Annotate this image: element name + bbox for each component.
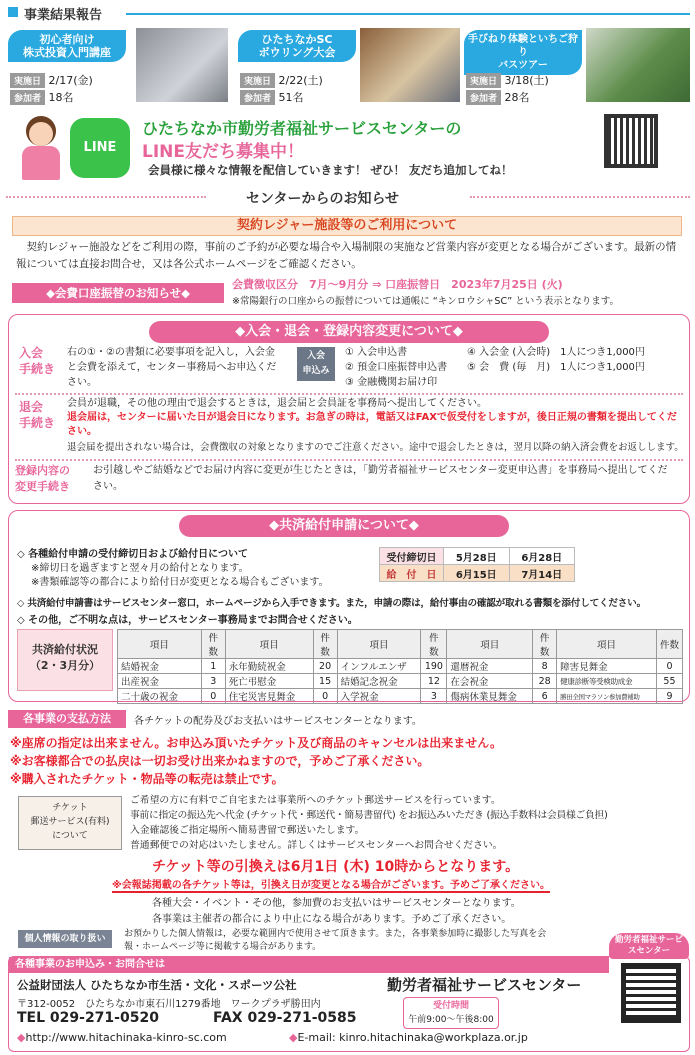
mascot-girl-icon: [16, 116, 64, 182]
date-chip: 実施日: [240, 73, 275, 88]
footer-fax: FAX 029-271-0585: [213, 1010, 357, 1026]
hours-value: 午前9:00～午後8:00: [408, 1015, 494, 1025]
change-text: お引越しやご結婚などでお届け内容に変更が生じたときは，「勤労者福祉サービスセンター変更申込書」を事務局へ提出してください。: [93, 465, 668, 492]
sched-pay: 7月14日: [509, 565, 575, 582]
table-head-cell: 件数: [656, 630, 682, 659]
status-label-line: （2・3月分）: [29, 659, 101, 672]
mail-line: 普通郵便での対応はいたしません。詳しくはサービスセンターへお問合せください。: [130, 840, 503, 851]
table-cell: 入学祝金: [337, 689, 421, 704]
apply-chip-line: 入会: [306, 351, 325, 361]
table-cell: 健康診断等受検助成金: [557, 674, 657, 689]
table-cell: 住宅災害見舞金: [225, 689, 313, 704]
table-row: [118, 659, 683, 674]
fee-note: ※常陽銀行の口座からの振替については通帳に “キンロウシャSC” という表示となります。: [232, 296, 619, 307]
event-title: [238, 30, 356, 62]
table-cell: 12: [421, 674, 447, 689]
footer-address: 〒312-0052 ひたちなか市東石川1279番地 ワークプラザ勝田内: [17, 999, 321, 1010]
mascot-label: 勤労者福祉サービスセンター: [609, 933, 689, 959]
event-participants: [466, 89, 530, 105]
doc-list: [345, 345, 447, 390]
footer-org-big: 勤労者福祉サービスセンター: [387, 976, 582, 994]
date-value: 2/17(金): [48, 74, 93, 87]
leave-label-line: 退会: [19, 400, 44, 414]
event-title-line: ボウリング大会: [258, 46, 336, 59]
table-cell: 0: [201, 689, 225, 704]
event-title: [8, 30, 126, 62]
participants-chip: 参加者: [10, 90, 45, 105]
event-photo: [586, 28, 690, 102]
table-row: [118, 689, 683, 704]
event-participants: [240, 89, 304, 105]
table-head-cell: 件数: [201, 630, 225, 659]
line-logo-icon: [70, 118, 130, 178]
divider: [15, 393, 683, 395]
sched-head: 受付締切日: [380, 548, 444, 565]
hours-label: 受付時間: [432, 1001, 469, 1011]
table-cell: 在会祝金: [447, 674, 533, 689]
fee-list: [467, 345, 645, 375]
doc-item: ① 入会申込書: [345, 347, 408, 358]
event-card: [8, 28, 228, 106]
url-text[interactable]: http://www.hitachinaka-kinro-sc.com: [25, 1031, 227, 1044]
table-cell: 3: [421, 689, 447, 704]
event-title-line: 初心者向け: [39, 33, 95, 46]
membership-title: ◆入会・退会・登録内容変更について◆: [149, 321, 549, 343]
table-cell: 還暦祝金: [447, 659, 533, 674]
date-value: 3/18(土): [504, 74, 549, 87]
report-header: [6, 3, 690, 23]
sched-deadline: 5月28日: [444, 548, 510, 565]
notice-header: [6, 188, 690, 206]
kyusai-title: ◆共済給付申請について◆: [179, 515, 509, 537]
leave-label-line: 手続き: [19, 416, 56, 430]
line-body: 会員様に様々な情報を配信していきます！ ぜひ！ 友だち追加してね！: [148, 163, 513, 177]
table-head-cell: 件数: [421, 630, 447, 659]
event-date: [240, 72, 323, 88]
table-head-cell: 項目: [225, 630, 313, 659]
mail-line: ご希望の方に有料でご自宅または事業所へのチケット郵送サービスを行っています。: [130, 795, 501, 806]
exchange-text: チケット等の引換えは6月1日 (木) 10時からとなります。: [152, 859, 520, 875]
event-title-line: バスツアー: [498, 60, 548, 71]
leave-text-2: 退会届は，センターに届いた日が退会日になります。お急ぎの時は，電話又はFAXで仮受付をしますが，後日正規の書類を提出してください。: [67, 412, 677, 437]
kyusai-line-2: ※締切日を過ぎますと翌々月の給付となります。: [31, 563, 249, 574]
email-text[interactable]: E-mail: kinro.hitachinaka@workplaza.or.jp: [297, 1031, 528, 1044]
fee-item: ④ 入会金 (入会時) 1人につき1,000円: [467, 347, 645, 358]
mail-text: [130, 793, 686, 853]
leisure-body: 契約レジャー施設などをご利用の際，事前のご予約が必要な場合や入場制限の実施など営業内容が変更となる場合がございます。最新の情報については直接お問合せ，又は各公式ホームページをご確認ください。: [16, 241, 677, 270]
table-head-cell: 件数: [533, 630, 557, 659]
table-cell: 20: [313, 659, 337, 674]
line-banner: [8, 110, 690, 186]
footer-org: 公益財団法人 ひたちなか市生活・文化・スポーツ公社: [17, 978, 297, 992]
table-cell: 出産祝金: [118, 674, 202, 689]
table-cell: 6: [533, 689, 557, 704]
privacy-text: お預かりした個人情報は，必要な範囲内で使用させて頂きます。また，各事業参加時に撮影した写真を会報・ホームページ等に掲載する場合があります。: [124, 929, 547, 952]
fee-label: ◆会費口座振替のお知らせ◆: [12, 283, 224, 303]
sched-deadline: 6月28日: [509, 548, 575, 565]
kyusai-line-3: ※書類確認等の都合により給付日が変更となる場合もございます。: [31, 577, 329, 588]
join-label: [19, 345, 55, 377]
table-header-row: [118, 630, 683, 659]
report-header-title: 事業結果報告: [24, 8, 103, 23]
fee-line: 会費徴収区分 7月～9月分 ⇒ 口座振替日 2023年7月25日 (火): [232, 278, 563, 291]
payment-warn-3: ※購入されたチケット・物品等の転売は禁止です。: [10, 772, 284, 786]
status-label: [17, 629, 113, 691]
table-head-cell: 項目: [557, 630, 657, 659]
table-cell: 55: [656, 674, 682, 689]
table-cell: 15: [313, 674, 337, 689]
line-logo-text: LINE: [83, 140, 117, 155]
table-cell: 勝田全国マラソン参加費補助: [557, 689, 657, 704]
mail-label-line: チケット: [52, 803, 88, 813]
event-title-line: 株式投資入門講座: [23, 46, 111, 59]
table-cell: 3: [201, 674, 225, 689]
table-cell: 死亡弔慰金: [225, 674, 313, 689]
event-photo: [360, 28, 460, 102]
table-head-cell: 項目: [118, 630, 202, 659]
notice-header-title: センターからのお知らせ: [246, 191, 400, 207]
table-head-cell: 件数: [313, 630, 337, 659]
event-date: [10, 72, 93, 88]
event-participants: [10, 89, 74, 105]
header-rule: [126, 13, 690, 15]
exchange-note: ※会報誌掲載の各チケット等は，引換え日が変更となる場合がございます。予めご了承ください。: [112, 876, 550, 893]
table-row: [118, 674, 683, 689]
change-label-line: 登録内容の: [15, 464, 70, 477]
line-headline-2: LINE友だち募集中！: [142, 142, 304, 162]
mail-line: 事前に指定の振込先へ代金 (チケット代・郵送代・簡易書留代) をお振込みいただき (振込手数料は会員様ご負担): [130, 810, 608, 821]
leave-label: [19, 399, 55, 431]
event-title-line: 手びねり体験といちご狩り: [468, 34, 578, 58]
sched-pay: 6月15日: [444, 565, 510, 582]
apply-chip-line: 申込み: [302, 366, 330, 376]
leave-text-1: 会員が退職，その他の理由で退会するときは，退会届と会員証を事務局へ提出してください。: [67, 398, 487, 409]
doc-item: ② 預金口座振替申込書: [345, 362, 448, 373]
mail-label-line: 郵送サービス(有料): [30, 817, 110, 827]
footer-email[interactable]: [289, 1031, 528, 1044]
change-label: [15, 463, 70, 495]
table-cell: 9: [656, 689, 682, 704]
leisure-title: 契約レジャー施設等のご利用について: [236, 218, 458, 233]
kyusai-line-1: ◇ 各種給付申請の受付締切日および給付日について: [17, 549, 248, 560]
mail-label-line: について: [52, 831, 88, 841]
join-label-line: 手続き: [19, 362, 56, 376]
payment-warn-2: ※お客様都合での払戻は一切お受け出来かねますので，予めご了承ください。: [10, 754, 430, 768]
kyusai-line-5: ◇ その他，ご不明な点は，サービスセンター事務局までお問合せください。: [17, 615, 358, 626]
notice-rule: [6, 196, 206, 198]
hours-box: [403, 997, 499, 1029]
payment-intro: 各チケットの配券及びお支払いはサービスセンターとなります。: [134, 716, 422, 727]
mail-label: [18, 796, 122, 850]
participants-chip: 参加者: [240, 90, 275, 105]
participants-value: 28名: [504, 91, 530, 104]
table-cell: 28: [533, 674, 557, 689]
payment-note-1: 各種大会・イベント・その他，参加費のお支払いはサービスセンターとなります。: [152, 898, 521, 909]
join-text: 右の①・②の書類に必要事項を記入し，入会金と会費を添えて，センター事務局へお申込ください。: [67, 347, 277, 388]
table-cell: 結婚祝金: [118, 659, 202, 674]
event-photo: [136, 28, 228, 102]
event-card: [238, 28, 458, 106]
membership-box: [8, 314, 690, 504]
table-cell: 永年勤続祝金: [225, 659, 313, 674]
footer-url[interactable]: [17, 1031, 227, 1044]
table-cell: 1: [201, 659, 225, 674]
date-chip: 実施日: [10, 73, 45, 88]
url-arrow-icon: ◆: [17, 1031, 26, 1044]
header-marker-icon: [8, 7, 18, 17]
kyusai-line-4: ◇ 共済給付申請書はサービスセンター窓口，ホームページから入手できます。また，申請の際は，給付事由の確認が取れる書類を添付してください。: [17, 598, 646, 609]
footer-qr-icon: [621, 963, 681, 1023]
kyusai-box: [8, 510, 690, 702]
table-head-cell: 項目: [447, 630, 533, 659]
footer-bar: 各種事業のお申込み・お問合せは: [9, 957, 609, 973]
apply-chip: [297, 347, 335, 381]
notice-rule: [470, 196, 690, 198]
join-label-line: 入会: [19, 346, 44, 360]
doc-item: ③ 金融機関お届け印: [345, 377, 438, 388]
table-cell: 0: [313, 689, 337, 704]
table-cell: インフルエンザ: [337, 659, 421, 674]
status-label-line: 共済給付状況: [32, 643, 98, 656]
event-card: [464, 28, 690, 106]
table-cell: 8: [533, 659, 557, 674]
privacy-label: 個人情報の取り扱い: [18, 930, 112, 948]
date-value: 2/22(土): [278, 74, 323, 87]
change-label-line: 変更手続き: [15, 480, 70, 493]
fee-item: ⑤ 会 費 (毎 月) 1人につき1,000円: [467, 362, 645, 373]
table-cell: 二十歳の祝金: [118, 689, 202, 704]
table-head-cell: 項目: [337, 630, 421, 659]
leave-text-3: 退会届を提出されない場合は，会費徴収の対象となりますのでご注意ください。途中で退会したときは，翌月以降の納入済会費をお返しします。: [67, 442, 684, 453]
table-cell: 190: [421, 659, 447, 674]
table-cell: 障害見舞金: [557, 659, 657, 674]
participants-value: 18名: [48, 91, 74, 104]
line-qr-icon: [604, 114, 658, 168]
table-cell: 傷病休業見舞金: [447, 689, 533, 704]
event-title: [464, 30, 582, 75]
email-arrow-icon: ◆: [289, 1031, 298, 1044]
mail-line: 入金確認後ご指定場所へ簡易書留で郵送いたします。: [130, 825, 365, 836]
kyusai-table: [117, 629, 683, 704]
payment-note-2: 各事業は主催者の都合により中止になる場合があります。予めご了承ください。: [152, 914, 512, 925]
participants-value: 51名: [278, 91, 304, 104]
line-headline-1: ひたちなか市勤労者福祉サービスセンターの: [142, 119, 462, 138]
footer-tel: TEL 029-271-0520: [17, 1010, 159, 1026]
participants-chip: 参加者: [466, 90, 501, 105]
event-title-line: ひたちなかSC: [261, 33, 333, 46]
date-chip: 実施日: [466, 73, 501, 88]
payment-label: 各事業の支払方法: [8, 710, 126, 728]
leisure-title-bar: [12, 216, 682, 236]
payment-warn-1: ※座席の指定は出来ません。お申込み頂いたチケット及び商品のキャンセルは出来ません。: [10, 736, 503, 750]
sched-pay-label: 給 付 日: [380, 565, 444, 582]
schedule-table: [379, 547, 575, 582]
table-cell: 結婚記念祝金: [337, 674, 421, 689]
event-date: [466, 72, 549, 88]
divider: [15, 459, 683, 461]
table-cell: 0: [656, 659, 682, 674]
